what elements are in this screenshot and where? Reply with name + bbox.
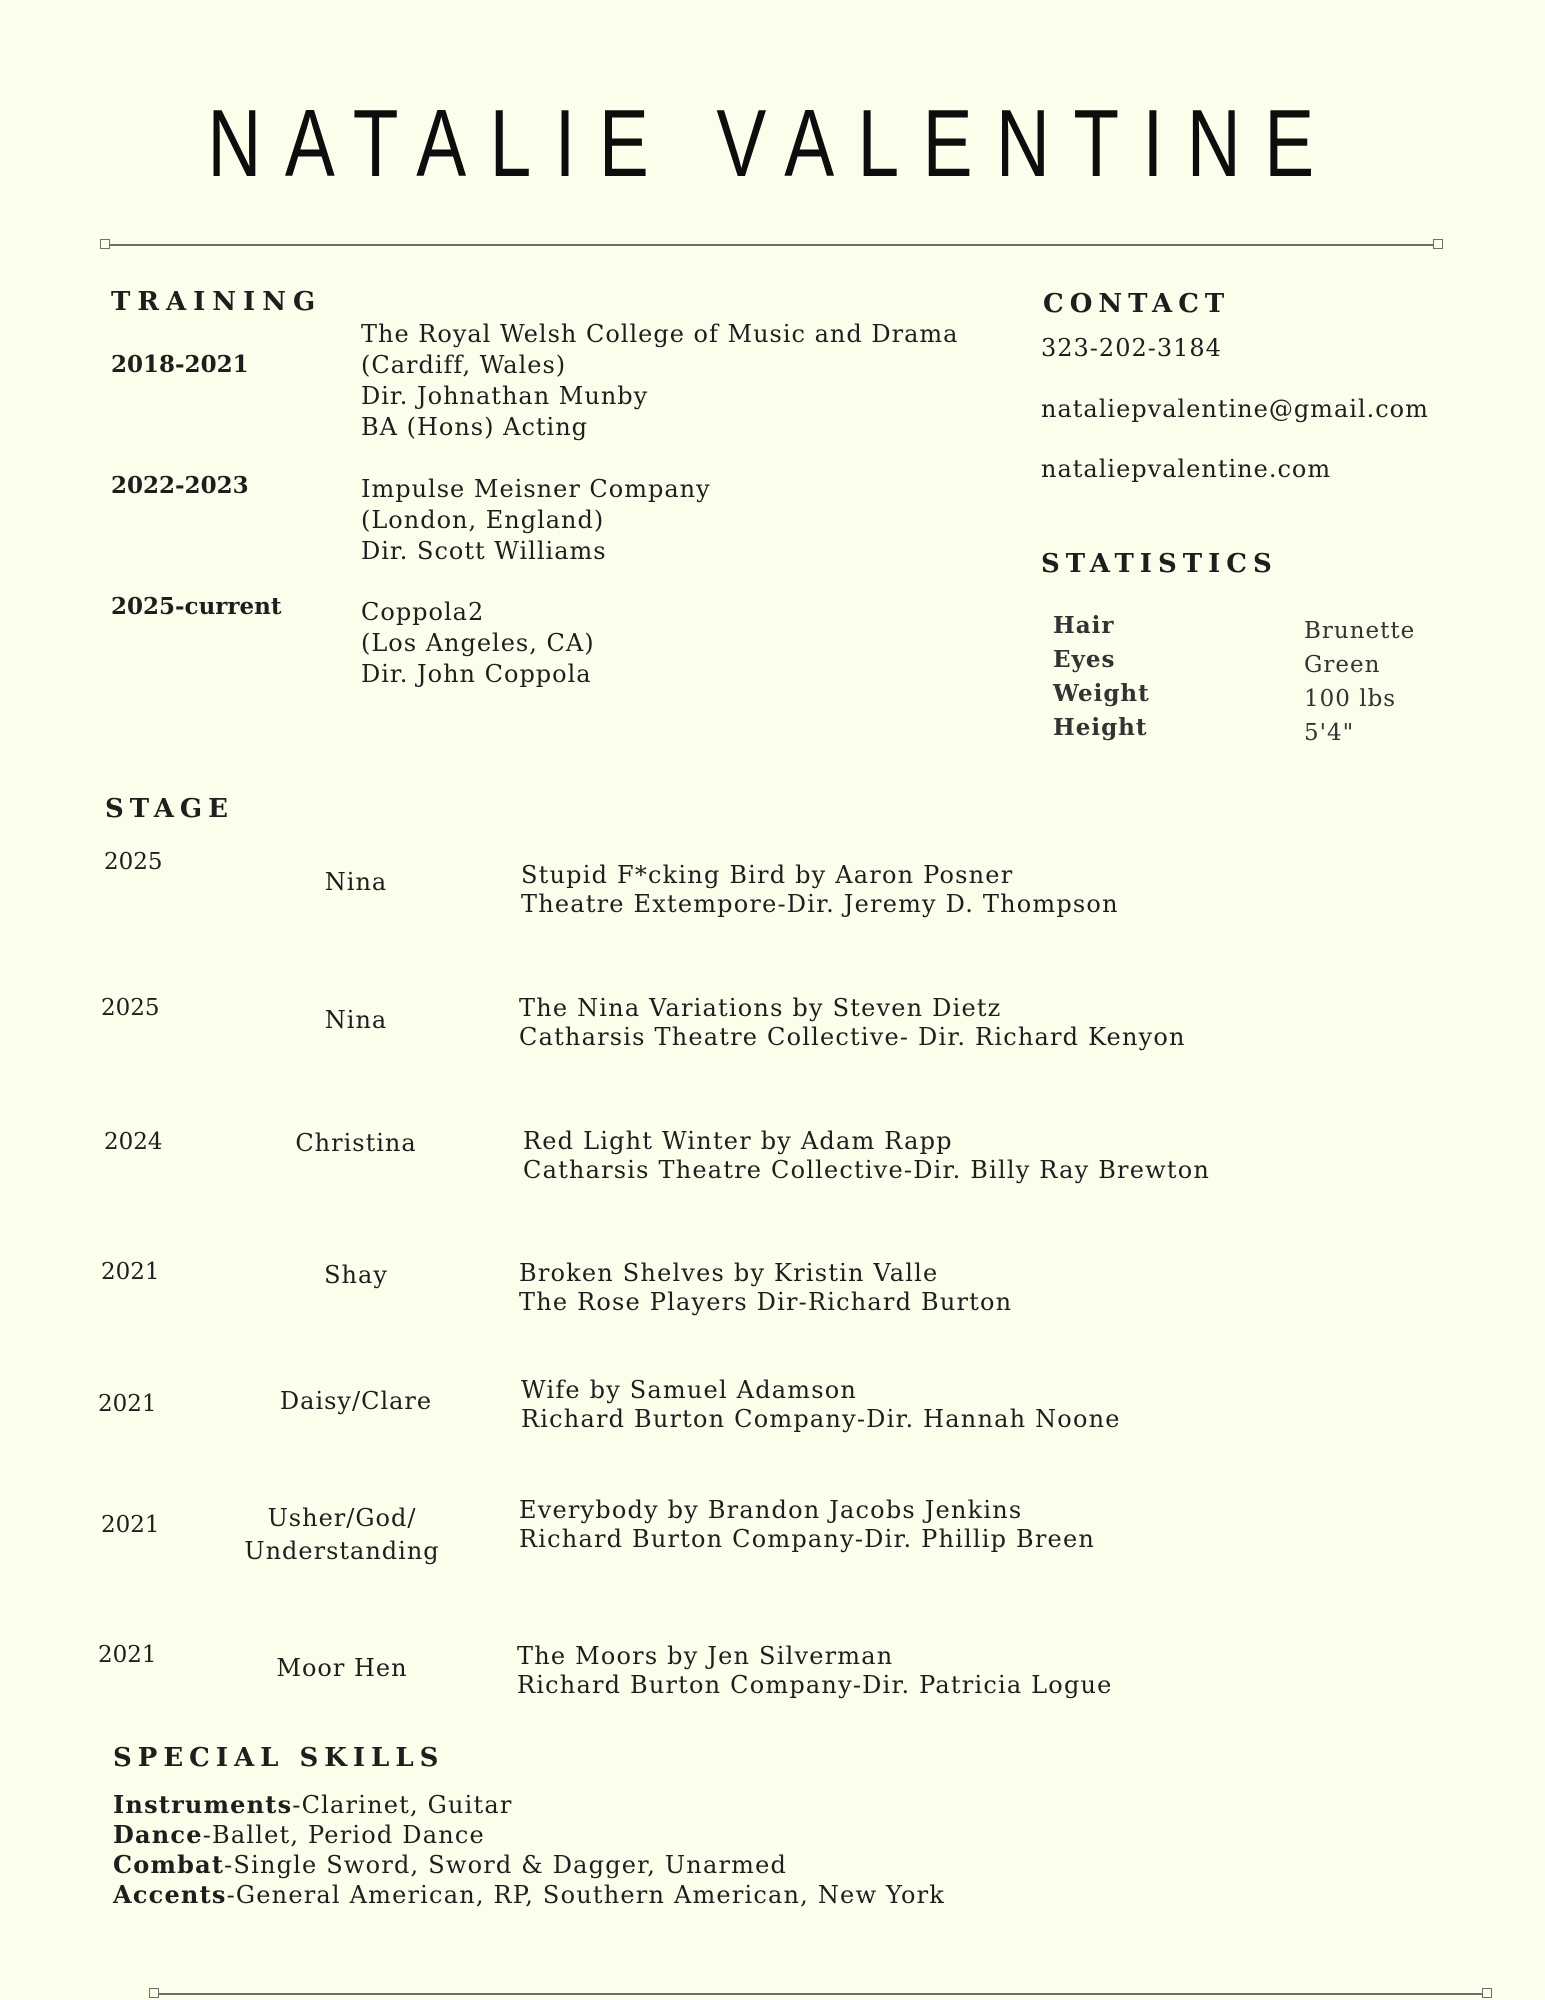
stage-company: Richard Burton Company-Dir. Phillip Breen <box>519 1525 1096 1553</box>
stage-role <box>236 1385 476 1418</box>
stat-label-hair: Hair <box>1053 612 1115 639</box>
stage-year: 2025 <box>101 995 160 1021</box>
top-divider <box>106 244 1438 246</box>
stage-credit <box>521 861 1119 919</box>
stage-year: 2024 <box>104 1129 163 1155</box>
stage-company: Catharsis Theatre Collective-Dir. Billy Ray Brewton <box>523 1156 1211 1184</box>
skills-list <box>113 1790 945 1910</box>
stage-show-title: Red Light Winter by Adam Rapp <box>523 1127 953 1155</box>
training-location: (London, England) <box>361 506 605 534</box>
stage-year: 2021 <box>101 1259 160 1285</box>
training-school: Impulse Meisner Company <box>361 475 711 503</box>
stage-company: Theatre Extempore-Dir. Jeremy D. Thompson <box>521 890 1119 918</box>
training-years: 2022-2023 <box>111 472 249 499</box>
stage-credit <box>519 994 1186 1052</box>
skill-label: Dance <box>113 1820 203 1849</box>
skill-value: -Single Sword, Sword & Dagger, Unarmed <box>224 1851 788 1879</box>
top-divider-cap-right <box>1433 239 1443 249</box>
stage-credit <box>517 1642 1113 1700</box>
skill-label: Combat <box>113 1850 225 1879</box>
stage-role <box>236 1127 476 1160</box>
stage-company: Richard Burton Company-Dir. Hannah Noone <box>521 1405 1121 1433</box>
bottom-divider-cap-right <box>1482 1988 1492 1998</box>
stage-role <box>222 1652 462 1685</box>
skill-value: -General American, RP, Southern American, New York <box>226 1881 946 1909</box>
statistics-labels <box>1053 609 1150 745</box>
contact-heading: CONTACT <box>1043 289 1231 319</box>
training-years: 2025-current <box>111 593 282 620</box>
stat-label-height: Height <box>1053 714 1148 741</box>
skills-heading: SPECIAL SKILLS <box>113 1743 445 1773</box>
stat-value-eyes: Green <box>1304 652 1381 678</box>
training-director: Dir. Scott Williams <box>361 537 607 565</box>
stage-company: Richard Burton Company-Dir. Patricia Logue <box>517 1671 1113 1699</box>
training-director: Dir. Johnathan Munby <box>361 382 649 410</box>
stage-role <box>236 1259 476 1292</box>
stage-role-text: Christina <box>295 1129 417 1157</box>
stat-label-eyes: Eyes <box>1053 646 1116 673</box>
stage-show-title: The Nina Variations by Steven Dietz <box>519 994 1002 1022</box>
stage-credit <box>519 1496 1095 1554</box>
top-divider-cap-left <box>100 239 110 249</box>
stat-label-weight: Weight <box>1053 680 1150 707</box>
stage-show-title: Everybody by Brandon Jacobs Jenkins <box>519 1496 1023 1524</box>
contact-website: nataliepvalentine.com <box>1041 455 1332 483</box>
training-entry <box>361 319 958 443</box>
statistics-heading: STATISTICS <box>1041 549 1278 579</box>
training-director: Dir. John Coppola <box>361 660 592 688</box>
stage-show-title: Wife by Samuel Adamson <box>521 1376 858 1404</box>
skill-row <box>113 1820 945 1850</box>
training-school: Coppola2 <box>361 598 485 626</box>
stage-role <box>222 1502 462 1568</box>
stage-company: Catharsis Theatre Collective- Dir. Richard Kenyon <box>519 1023 1186 1051</box>
stage-year: 2021 <box>101 1512 160 1538</box>
stage-heading: STAGE <box>105 794 234 824</box>
stage-show-title: Stupid F*cking Bird by Aaron Posner <box>521 861 1014 889</box>
skill-row <box>113 1790 945 1820</box>
bottom-divider <box>155 1993 1487 1995</box>
stage-show-title: The Moors by Jen Silverman <box>517 1642 894 1670</box>
stage-role-text: Daisy/Clare <box>279 1387 433 1415</box>
stage-year: 2025 <box>104 849 163 875</box>
stage-credit <box>523 1127 1210 1185</box>
bottom-divider-cap-left <box>149 1988 159 1998</box>
stage-credit <box>519 1259 1012 1317</box>
training-degree: BA (Hons) Acting <box>361 413 589 441</box>
stage-year: 2021 <box>98 1391 157 1417</box>
training-years: 2018-2021 <box>111 351 249 378</box>
stage-role-text: Shay <box>324 1261 388 1289</box>
skill-label: Accents <box>113 1880 227 1909</box>
contact-email: nataliepvalentine@gmail.com <box>1041 395 1429 423</box>
stage-role-text: Usher/God/ <box>267 1504 417 1532</box>
stage-show-title: Broken Shelves by Kristin Valle <box>519 1259 939 1287</box>
skill-row <box>113 1880 945 1910</box>
stage-company: The Rose Players Dir-Richard Burton <box>519 1288 1013 1316</box>
stat-value-hair: Brunette <box>1304 618 1416 644</box>
stage-role-text: Understanding <box>244 1537 440 1565</box>
skill-row <box>113 1850 945 1880</box>
stage-role-text: Moor Hen <box>276 1654 408 1682</box>
skill-value: -Clarinet, Guitar <box>292 1791 513 1819</box>
training-heading: TRAINING <box>111 287 323 317</box>
stage-role <box>236 1004 476 1037</box>
stage-role <box>236 866 476 899</box>
resume-name: NATALIE VALENTINE <box>207 90 1338 197</box>
skill-label: Instruments <box>113 1790 293 1819</box>
contact-phone: 323-202-3184 <box>1041 334 1222 362</box>
stage-year: 2021 <box>98 1642 157 1668</box>
training-school: The Royal Welsh College of Music and Drama <box>361 320 959 348</box>
training-entry <box>361 474 711 567</box>
training-entry <box>361 597 595 690</box>
stat-value-height: 5'4" <box>1304 720 1355 746</box>
skill-value: -Ballet, Period Dance <box>202 1821 485 1849</box>
stat-value-weight: 100 lbs <box>1304 686 1397 712</box>
training-location: (Cardiff, Wales) <box>361 351 567 379</box>
stage-role-text: Nina <box>324 1006 388 1034</box>
statistics-values <box>1304 614 1415 750</box>
training-location: (Los Angeles, CA) <box>361 629 595 657</box>
stage-credit <box>521 1376 1121 1434</box>
stage-role-text: Nina <box>324 868 388 896</box>
